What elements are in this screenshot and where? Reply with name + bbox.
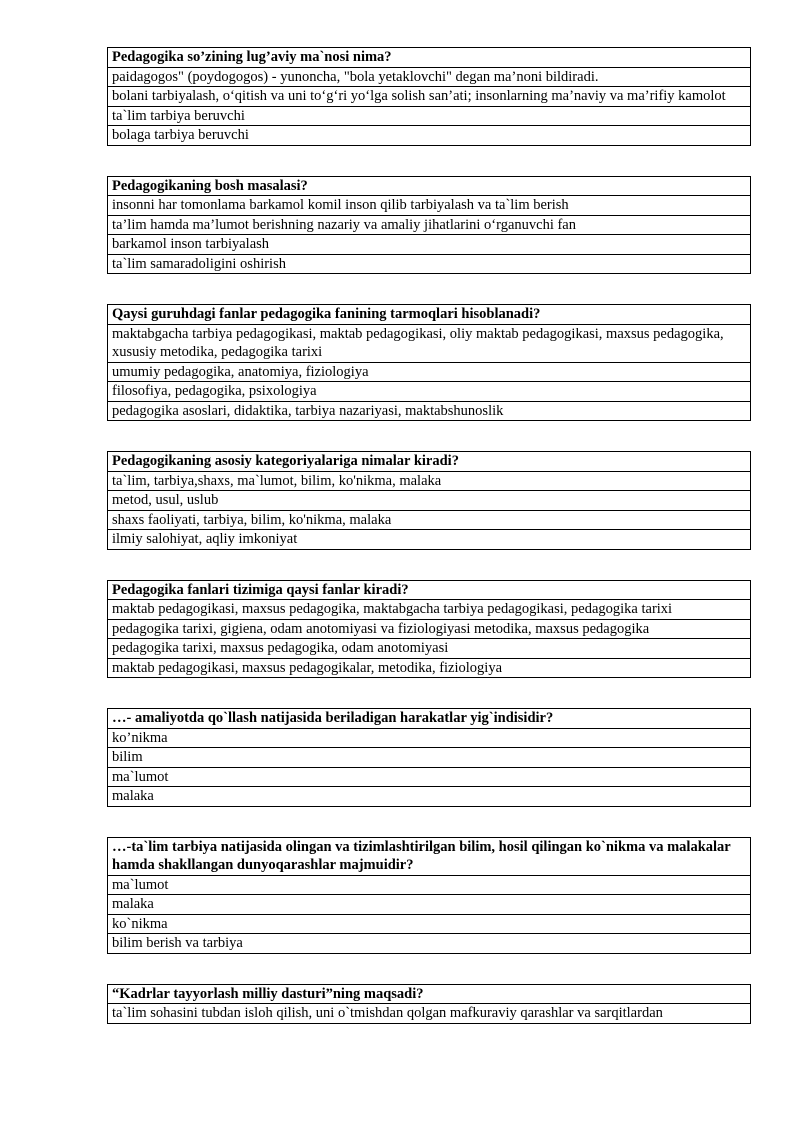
question-text: “Kadrlar tayyorlash milliy dasturi”ning maqsadi? <box>108 984 751 1004</box>
answer-option: ko`nikma <box>108 914 751 934</box>
question-text: Pedagogikaning asosiy kategoriyalariga nimalar kiradi? <box>108 452 751 472</box>
answer-option: malaka <box>108 787 751 807</box>
question-table-7 <box>107 837 751 954</box>
question-text: Pedagogika so’zining lug’aviy ma`nosi nima? <box>108 48 751 68</box>
answer-option: ilmiy salohiyat, aqliy imkoniyat <box>108 530 751 550</box>
answer-option: ko’nikma <box>108 728 751 748</box>
answer-option: maktab pedagogikasi, maxsus pedagogika, maktabgacha tarbiya pedagogikasi, pedagogika tarixi <box>108 600 751 620</box>
answer-option: pedagogika tarixi, maxsus pedagogika, odam anotomiyasi <box>108 639 751 659</box>
answer-option: ma`lumot <box>108 875 751 895</box>
answer-option: maktabgacha tarbiya pedagogikasi, maktab pedagogikasi, oliy maktab pedagogikasi, maxsus pedagogika, xususiy metodika, pedagogika tarixi <box>108 324 751 362</box>
question-text: Pedagogikaning bosh masalasi? <box>108 176 751 196</box>
answer-option: ma`lumot <box>108 767 751 787</box>
answer-option: filosofiya, pedagogika, psixologiya <box>108 382 751 402</box>
answer-option: insonni har tomonlama barkamol komil inson qilib tarbiyalash va ta`lim berish <box>108 196 751 216</box>
answer-option: bilim <box>108 748 751 768</box>
answer-option: pedagogika asoslari, didaktika, tarbiya nazariyasi, maktabshunoslik <box>108 401 751 421</box>
answer-option: shaxs faoliyati, tarbiya, bilim, ko'nikma, malaka <box>108 510 751 530</box>
question-table-3 <box>107 304 751 421</box>
question-table-5 <box>107 580 751 679</box>
answer-option: bolaga tarbiya beruvchi <box>108 126 751 146</box>
question-table-6 <box>107 708 751 807</box>
answer-option: pedagogika tarixi, gigiena, odam anotomiyasi va fiziologiyasi metodika, maxsus pedagogika <box>108 619 751 639</box>
answer-option: barkamol inson tarbiyalash <box>108 235 751 255</box>
question-table-4 <box>107 451 751 550</box>
answer-option: ta`lim sohasini tubdan isloh qilish, uni o`tmishdan qolgan mafkuraviy qarashlar va sarqitlardan <box>108 1004 751 1024</box>
answer-option: paidagogos" (poydogogos) - yunoncha, "bola yetaklovchi" degan ma’noni bildiradi. <box>108 67 751 87</box>
question-text: …- amaliyotda qo`llash natijasida beriladigan harakatlar yig`indisidir? <box>108 709 751 729</box>
question-table-1 <box>107 47 751 146</box>
question-text: Pedagogika fanlari tizimiga qaysi fanlar kiradi? <box>108 580 751 600</box>
answer-option: ta`lim samaradoligini oshirish <box>108 254 751 274</box>
answer-option: ta’lim hamda ma’lumot berishning nazariy va amaliy jihatlarini o‘rganuvchi fan <box>108 215 751 235</box>
answer-option: metod, usul, uslub <box>108 491 751 511</box>
answer-option: malaka <box>108 895 751 915</box>
answer-option: bilim berish va tarbiya <box>108 934 751 954</box>
question-text: Qaysi guruhdagi fanlar pedagogika fanining tarmoqlari hisoblanadi? <box>108 305 751 325</box>
answer-option: ta`lim, tarbiya,shaxs, ma`lumot, bilim, ko'nikma, malaka <box>108 471 751 491</box>
answer-option: bolani tarbiyalash, o‘qitish va uni to‘g‘ri yo‘lga solish san’ati; insonlarning ma’naviy va ma’rifiy kamolot <box>108 87 751 107</box>
answer-option: maktab pedagogikasi, maxsus pedagogikalar, metodika, fiziologiya <box>108 658 751 678</box>
answer-option: ta`lim tarbiya beruvchi <box>108 106 751 126</box>
answer-option: umumiy pedagogika, anatomiya, fiziologiya <box>108 362 751 382</box>
question-table-2 <box>107 176 751 275</box>
question-table-8 <box>107 984 751 1024</box>
question-text: …-ta`lim tarbiya natijasida olingan va tizimlashtirilgan bilim, hosil qilingan ko`nikma va malakalar hamda shakllangan dunyoqarashlar majmuidir? <box>108 837 751 875</box>
test-document <box>107 47 751 1054</box>
